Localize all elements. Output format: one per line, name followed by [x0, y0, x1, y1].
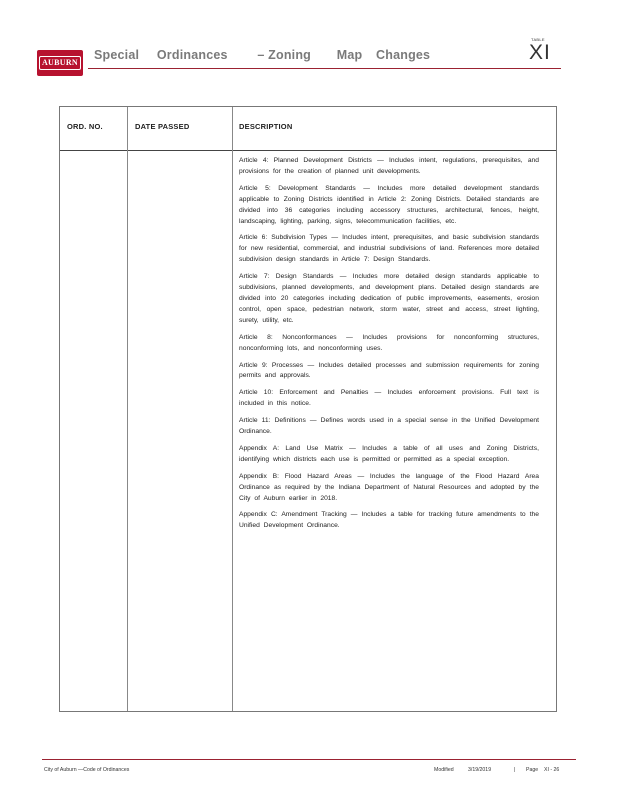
- description-entry: Article 10: Enforcement and Penalties — Includes enforcement provisions. Full text is included in this notice.: [239, 389, 539, 408]
- description-entry: Appendix C: Amendment Tracking — Includes a table for tracking future amendments to the Unified Development Ordinance.: [239, 511, 539, 530]
- footer-divider: [42, 759, 576, 760]
- footer-modified-date: 3/19/2019: [468, 767, 492, 773]
- header-divider: [88, 68, 561, 69]
- description-entry: Article 4: Planned Development Districts — Includes intent, regulations, prerequisites, and provisions for the creation of planned unit developments.: [239, 157, 539, 175]
- ordinance-table: [59, 106, 557, 712]
- table-number: XI: [529, 41, 551, 64]
- title-word: Map: [336, 48, 363, 62]
- footer-page-number: XI - 26: [544, 767, 560, 773]
- footer-modified-label: Modified: [434, 767, 454, 773]
- auburn-logo: [37, 50, 83, 76]
- logo-text: AUBURN: [39, 56, 81, 70]
- description-entry: Article 7: Design Standards — Includes more detailed design standards applicable to subdivisions, planned developments, and development plans. Detailed design standards are divided into 20 categories including dedication of public improvements, easements, erosion control, open space, pedestrian network, storm water, street and access, street lighting, surety, utility, etc.: [239, 273, 539, 324]
- page-title: [94, 48, 444, 62]
- description-entry: Article 5: Development Standards — Includes more detailed development standards applicable to Zoning Districts identified in Article 2: Zoning Districts. Detailed standards are divided into 36 categories including accessory structures, architectural, fences, height, landscaping, lighting, parking, signs, telecommunication facilities, etc.: [239, 184, 539, 225]
- description-entry: Article 9: Processes — Includes detailed processes and submission requirements for zoning permits and approvals.: [239, 361, 539, 380]
- col-ord-no: ORD. NO.: [67, 122, 103, 131]
- column-divider: [127, 107, 128, 711]
- description-entry: Article 11: Definitions — Defines words used in a special sense in the Unified Development Ordinance.: [239, 417, 539, 436]
- description-entry: Appendix A: Land Use Matrix — Includes a table of all uses and Zoning Districts, identifying which districts each use is permitted or permitted as a special exception.: [239, 444, 539, 463]
- footer-page-label: Page: [526, 767, 539, 773]
- description-cell: [239, 156, 539, 538]
- column-divider: [232, 107, 233, 711]
- title-word: Special: [94, 48, 140, 62]
- table-header-row: [60, 107, 556, 151]
- footer-separator: |: [514, 767, 516, 773]
- title-word: Changes: [376, 48, 431, 62]
- col-date-passed: DATE PASSED: [135, 122, 190, 131]
- footer-source: City of Auburn —Code of Ordinances: [44, 767, 130, 773]
- col-description: DESCRIPTION: [239, 122, 293, 131]
- description-entry: Appendix B: Flood Hazard Areas — Includes the language of the Flood Hazard Area Ordinance as required by the Indiana Department of Natural Resources and adopted by the City of Auburn earlier in 2018.: [239, 472, 539, 502]
- title-word: Ordinances: [156, 48, 228, 62]
- title-word: – Zoning: [257, 48, 312, 62]
- description-entry: Article 8: Nonconformances — Includes provisions for nonconforming structures, nonconforming lots, and nonconforming uses.: [239, 333, 539, 352]
- description-entry: Article 6: Subdivision Types — Includes intent, prerequisites, and basic subdivision standards for new residential, commercial, and industrial subdivisions of land. References more detailed subdivision design standards in Article 7: Design Standards.: [239, 234, 539, 264]
- table-label: TABLE: [531, 37, 545, 42]
